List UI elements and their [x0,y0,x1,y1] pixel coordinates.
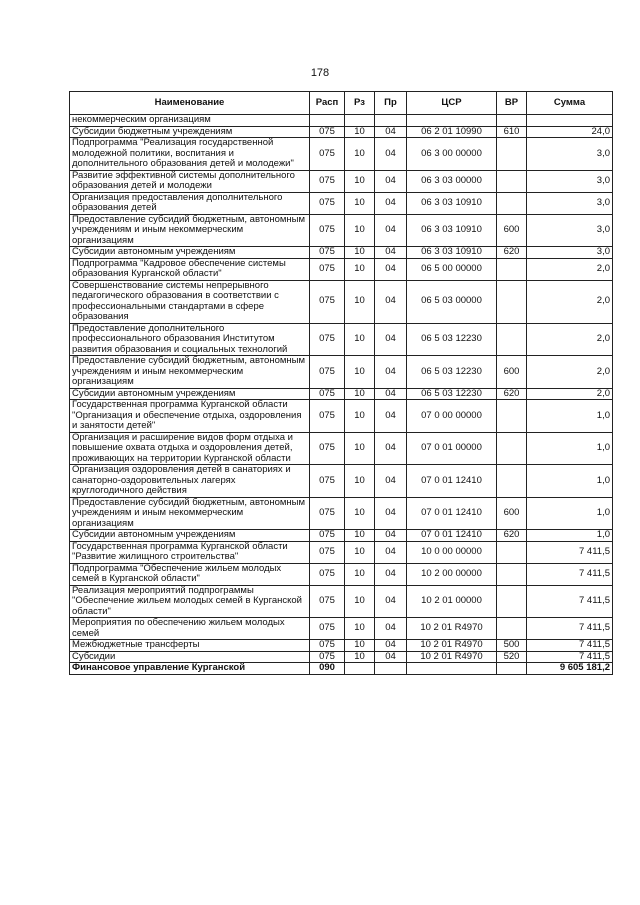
cell-name: Подпрограмма "Реализация государственной молодежной политики, воспитания и дополнительного образования детей и молодежи" [70,138,310,171]
cell-sum: 3,0 [527,170,613,192]
cell-name: Субсидии автономным учреждениям [70,388,310,400]
cell-csr: 07 0 01 00000 [407,432,497,465]
cell-rasp: 075 [310,170,345,192]
cell-pr: 04 [375,192,407,214]
cell-vr [497,138,527,171]
cell-sum: 2,0 [527,280,613,323]
cell-rasp: 075 [310,651,345,663]
cell-pr: 04 [375,563,407,585]
cell-rz: 10 [345,170,375,192]
cell-vr [497,400,527,433]
cell-vr [497,663,527,675]
cell-csr: 06 5 03 00000 [407,280,497,323]
cell-pr: 04 [375,497,407,530]
cell-csr: 06 5 03 12230 [407,356,497,389]
cell-name: Финансовое управление Курганской [70,663,310,675]
cell-csr: 07 0 00 00000 [407,400,497,433]
cell-vr [497,618,527,640]
table-row [70,563,613,585]
cell-rasp [310,115,345,127]
table-row [70,247,613,259]
cell-vr [497,258,527,280]
cell-vr [497,541,527,563]
cell-rasp: 075 [310,585,345,618]
table-row [70,618,613,640]
cell-pr: 04 [375,388,407,400]
cell-rz: 10 [345,541,375,563]
cell-csr: 06 3 00 00000 [407,138,497,171]
cell-sum: 1,0 [527,465,613,498]
cell-name: некоммерческим организациям [70,115,310,127]
cell-pr: 04 [375,138,407,171]
cell-sum: 7 411,5 [527,640,613,652]
table-row [70,651,613,663]
cell-rz: 10 [345,497,375,530]
cell-rz: 10 [345,356,375,389]
cell-rasp: 075 [310,258,345,280]
cell-csr: 10 2 01 R4970 [407,640,497,652]
table-row [70,388,613,400]
cell-rz: 10 [345,465,375,498]
cell-pr [375,115,407,127]
cell-rasp: 075 [310,563,345,585]
cell-vr: 600 [497,214,527,247]
cell-pr: 04 [375,400,407,433]
cell-name: Субсидии [70,651,310,663]
cell-sum: 7 411,5 [527,618,613,640]
cell-vr [497,563,527,585]
cell-rasp: 075 [310,192,345,214]
cell-sum: 2,0 [527,388,613,400]
cell-rz: 10 [345,432,375,465]
cell-name: Межбюджетные трансферты [70,640,310,652]
table-row [70,258,613,280]
cell-pr: 04 [375,585,407,618]
cell-rasp: 075 [310,465,345,498]
cell-name: Реализация мероприятий подпрограммы "Обеспечение жильем молодых семей в Курганской области" [70,585,310,618]
cell-name: Субсидии бюджетным учреждениям [70,126,310,138]
cell-rasp: 075 [310,138,345,171]
cell-csr: 07 0 01 12410 [407,465,497,498]
cell-rasp: 090 [310,663,345,675]
cell-rz: 10 [345,247,375,259]
table-row [70,356,613,389]
cell-pr: 04 [375,465,407,498]
budget-table [69,91,613,675]
table-row [70,400,613,433]
cell-pr: 04 [375,530,407,542]
cell-csr: 10 2 01 R4970 [407,618,497,640]
cell-sum: 7 411,5 [527,585,613,618]
cell-rz: 10 [345,280,375,323]
table-row [70,323,613,356]
cell-sum: 9 605 181,2 [527,663,613,675]
table-row [70,663,613,675]
header-rz: Рз [345,92,375,115]
cell-rz: 10 [345,530,375,542]
cell-rasp: 075 [310,530,345,542]
cell-sum: 7 411,5 [527,651,613,663]
cell-csr: 10 2 00 00000 [407,563,497,585]
cell-pr: 04 [375,618,407,640]
cell-pr: 04 [375,170,407,192]
cell-rz: 10 [345,126,375,138]
cell-csr: 06 5 03 12230 [407,323,497,356]
cell-rasp: 075 [310,388,345,400]
table-row [70,115,613,127]
cell-rz: 10 [345,563,375,585]
cell-rasp: 075 [310,280,345,323]
table-body [70,115,613,675]
table-row [70,170,613,192]
cell-sum: 3,0 [527,192,613,214]
table-row [70,280,613,323]
cell-sum: 7 411,5 [527,541,613,563]
cell-vr [497,170,527,192]
cell-rasp: 075 [310,400,345,433]
cell-rz: 10 [345,258,375,280]
cell-rz: 10 [345,138,375,171]
cell-name: Мероприятия по обеспечению жильем молодых семей [70,618,310,640]
cell-vr: 520 [497,651,527,663]
header-csr: ЦСР [407,92,497,115]
cell-name: Подпрограмма "Кадровое обеспечение системы образования Курганской области" [70,258,310,280]
cell-rasp: 075 [310,247,345,259]
cell-rasp: 075 [310,432,345,465]
table-row [70,640,613,652]
cell-csr: 07 0 01 12410 [407,530,497,542]
cell-sum: 2,0 [527,258,613,280]
cell-csr [407,663,497,675]
cell-vr: 620 [497,247,527,259]
cell-name: Организация оздоровления детей в санаториях и санаторно-оздоровительных лагерях круглогодичного действия [70,465,310,498]
cell-vr: 610 [497,126,527,138]
cell-name: Субсидии автономным учреждениям [70,247,310,259]
cell-rasp: 075 [310,323,345,356]
cell-rz: 10 [345,192,375,214]
table-row [70,126,613,138]
cell-sum: 1,0 [527,530,613,542]
cell-rz: 10 [345,214,375,247]
cell-name: Организация предоставления дополнительного образования детей [70,192,310,214]
cell-csr: 10 2 01 R4970 [407,651,497,663]
cell-csr: 06 3 03 00000 [407,170,497,192]
cell-sum: 1,0 [527,400,613,433]
table-row [70,432,613,465]
cell-pr: 04 [375,214,407,247]
cell-vr: 600 [497,497,527,530]
cell-rz [345,663,375,675]
cell-sum: 2,0 [527,356,613,389]
cell-rz: 10 [345,640,375,652]
cell-pr: 04 [375,247,407,259]
cell-rz: 10 [345,388,375,400]
cell-csr: 10 0 00 00000 [407,541,497,563]
cell-vr [497,280,527,323]
header-rasp: Расп [310,92,345,115]
table-row [70,585,613,618]
table-row [70,497,613,530]
table-row [70,214,613,247]
cell-name: Подпрограмма "Обеспечение жильем молодых семей в Курганской области" [70,563,310,585]
cell-pr: 04 [375,356,407,389]
table-row [70,465,613,498]
table-row [70,138,613,171]
cell-vr: 620 [497,530,527,542]
cell-vr [497,323,527,356]
cell-rz [345,115,375,127]
table-row [70,192,613,214]
cell-csr [407,115,497,127]
cell-sum: 1,0 [527,432,613,465]
cell-rz: 10 [345,651,375,663]
cell-sum: 24,0 [527,126,613,138]
cell-csr: 07 0 01 12410 [407,497,497,530]
cell-name: Государственная программа Курганской области "Организация и обеспечение отдыха, оздоровления и занятости детей" [70,400,310,433]
cell-csr: 06 3 03 10910 [407,247,497,259]
cell-rz: 10 [345,585,375,618]
cell-sum: 3,0 [527,214,613,247]
cell-pr: 04 [375,432,407,465]
cell-rz: 10 [345,618,375,640]
cell-pr [375,663,407,675]
cell-csr: 06 5 03 12230 [407,388,497,400]
cell-sum: 2,0 [527,323,613,356]
cell-sum: 3,0 [527,247,613,259]
cell-sum: 1,0 [527,497,613,530]
cell-vr [497,465,527,498]
cell-csr: 06 3 03 10910 [407,192,497,214]
cell-pr: 04 [375,640,407,652]
cell-csr: 06 3 03 10910 [407,214,497,247]
cell-vr [497,432,527,465]
header-name: Наименование [70,92,310,115]
cell-vr: 600 [497,356,527,389]
cell-vr: 620 [497,388,527,400]
cell-name: Субсидии автономным учреждениям [70,530,310,542]
cell-vr [497,192,527,214]
cell-pr: 04 [375,323,407,356]
cell-csr: 06 5 00 00000 [407,258,497,280]
header-vr: ВР [497,92,527,115]
cell-name: Предоставление дополнительного профессионального образования Институтом развития образования и социальных технологий [70,323,310,356]
table-row [70,541,613,563]
cell-name: Предоставление субсидий бюджетным, автономным учреждениям и иным некоммерческим организациям [70,356,310,389]
cell-rasp: 075 [310,356,345,389]
cell-name: Организация и расширение видов форм отдыха и повышение охвата отдыха и оздоровления детей, проживающих на территории Курганской области [70,432,310,465]
cell-rasp: 075 [310,640,345,652]
header-sum: Сумма [527,92,613,115]
cell-sum: 7 411,5 [527,563,613,585]
cell-rasp: 075 [310,497,345,530]
cell-vr [497,585,527,618]
cell-name: Развитие эффективной системы дополнительного образования детей и молодежи [70,170,310,192]
cell-pr: 04 [375,126,407,138]
cell-rasp: 075 [310,541,345,563]
header-pr: Пр [375,92,407,115]
cell-pr: 04 [375,651,407,663]
cell-vr: 500 [497,640,527,652]
cell-name: Предоставление субсидий бюджетным, автономным учреждениям и иным некоммерческим организациям [70,214,310,247]
cell-pr: 04 [375,541,407,563]
cell-rasp: 075 [310,618,345,640]
cell-rz: 10 [345,400,375,433]
cell-sum [527,115,613,127]
cell-name: Государственная программа Курганской области "Развитие жилищного строительства" [70,541,310,563]
table-header [70,92,613,115]
cell-rasp: 075 [310,126,345,138]
cell-csr: 06 2 01 10990 [407,126,497,138]
cell-name: Предоставление субсидий бюджетным, автономным учреждениям и иным некоммерческим организациям [70,497,310,530]
cell-name: Совершенствование системы непрерывного педагогического образования в соответствии с профессиональными стандартами в сфере образования [70,280,310,323]
page-number: 178 [310,67,330,79]
cell-rz: 10 [345,323,375,356]
cell-csr: 10 2 01 00000 [407,585,497,618]
cell-pr: 04 [375,258,407,280]
cell-rasp: 075 [310,214,345,247]
cell-vr [497,115,527,127]
cell-sum: 3,0 [527,138,613,171]
table-row [70,530,613,542]
cell-pr: 04 [375,280,407,323]
